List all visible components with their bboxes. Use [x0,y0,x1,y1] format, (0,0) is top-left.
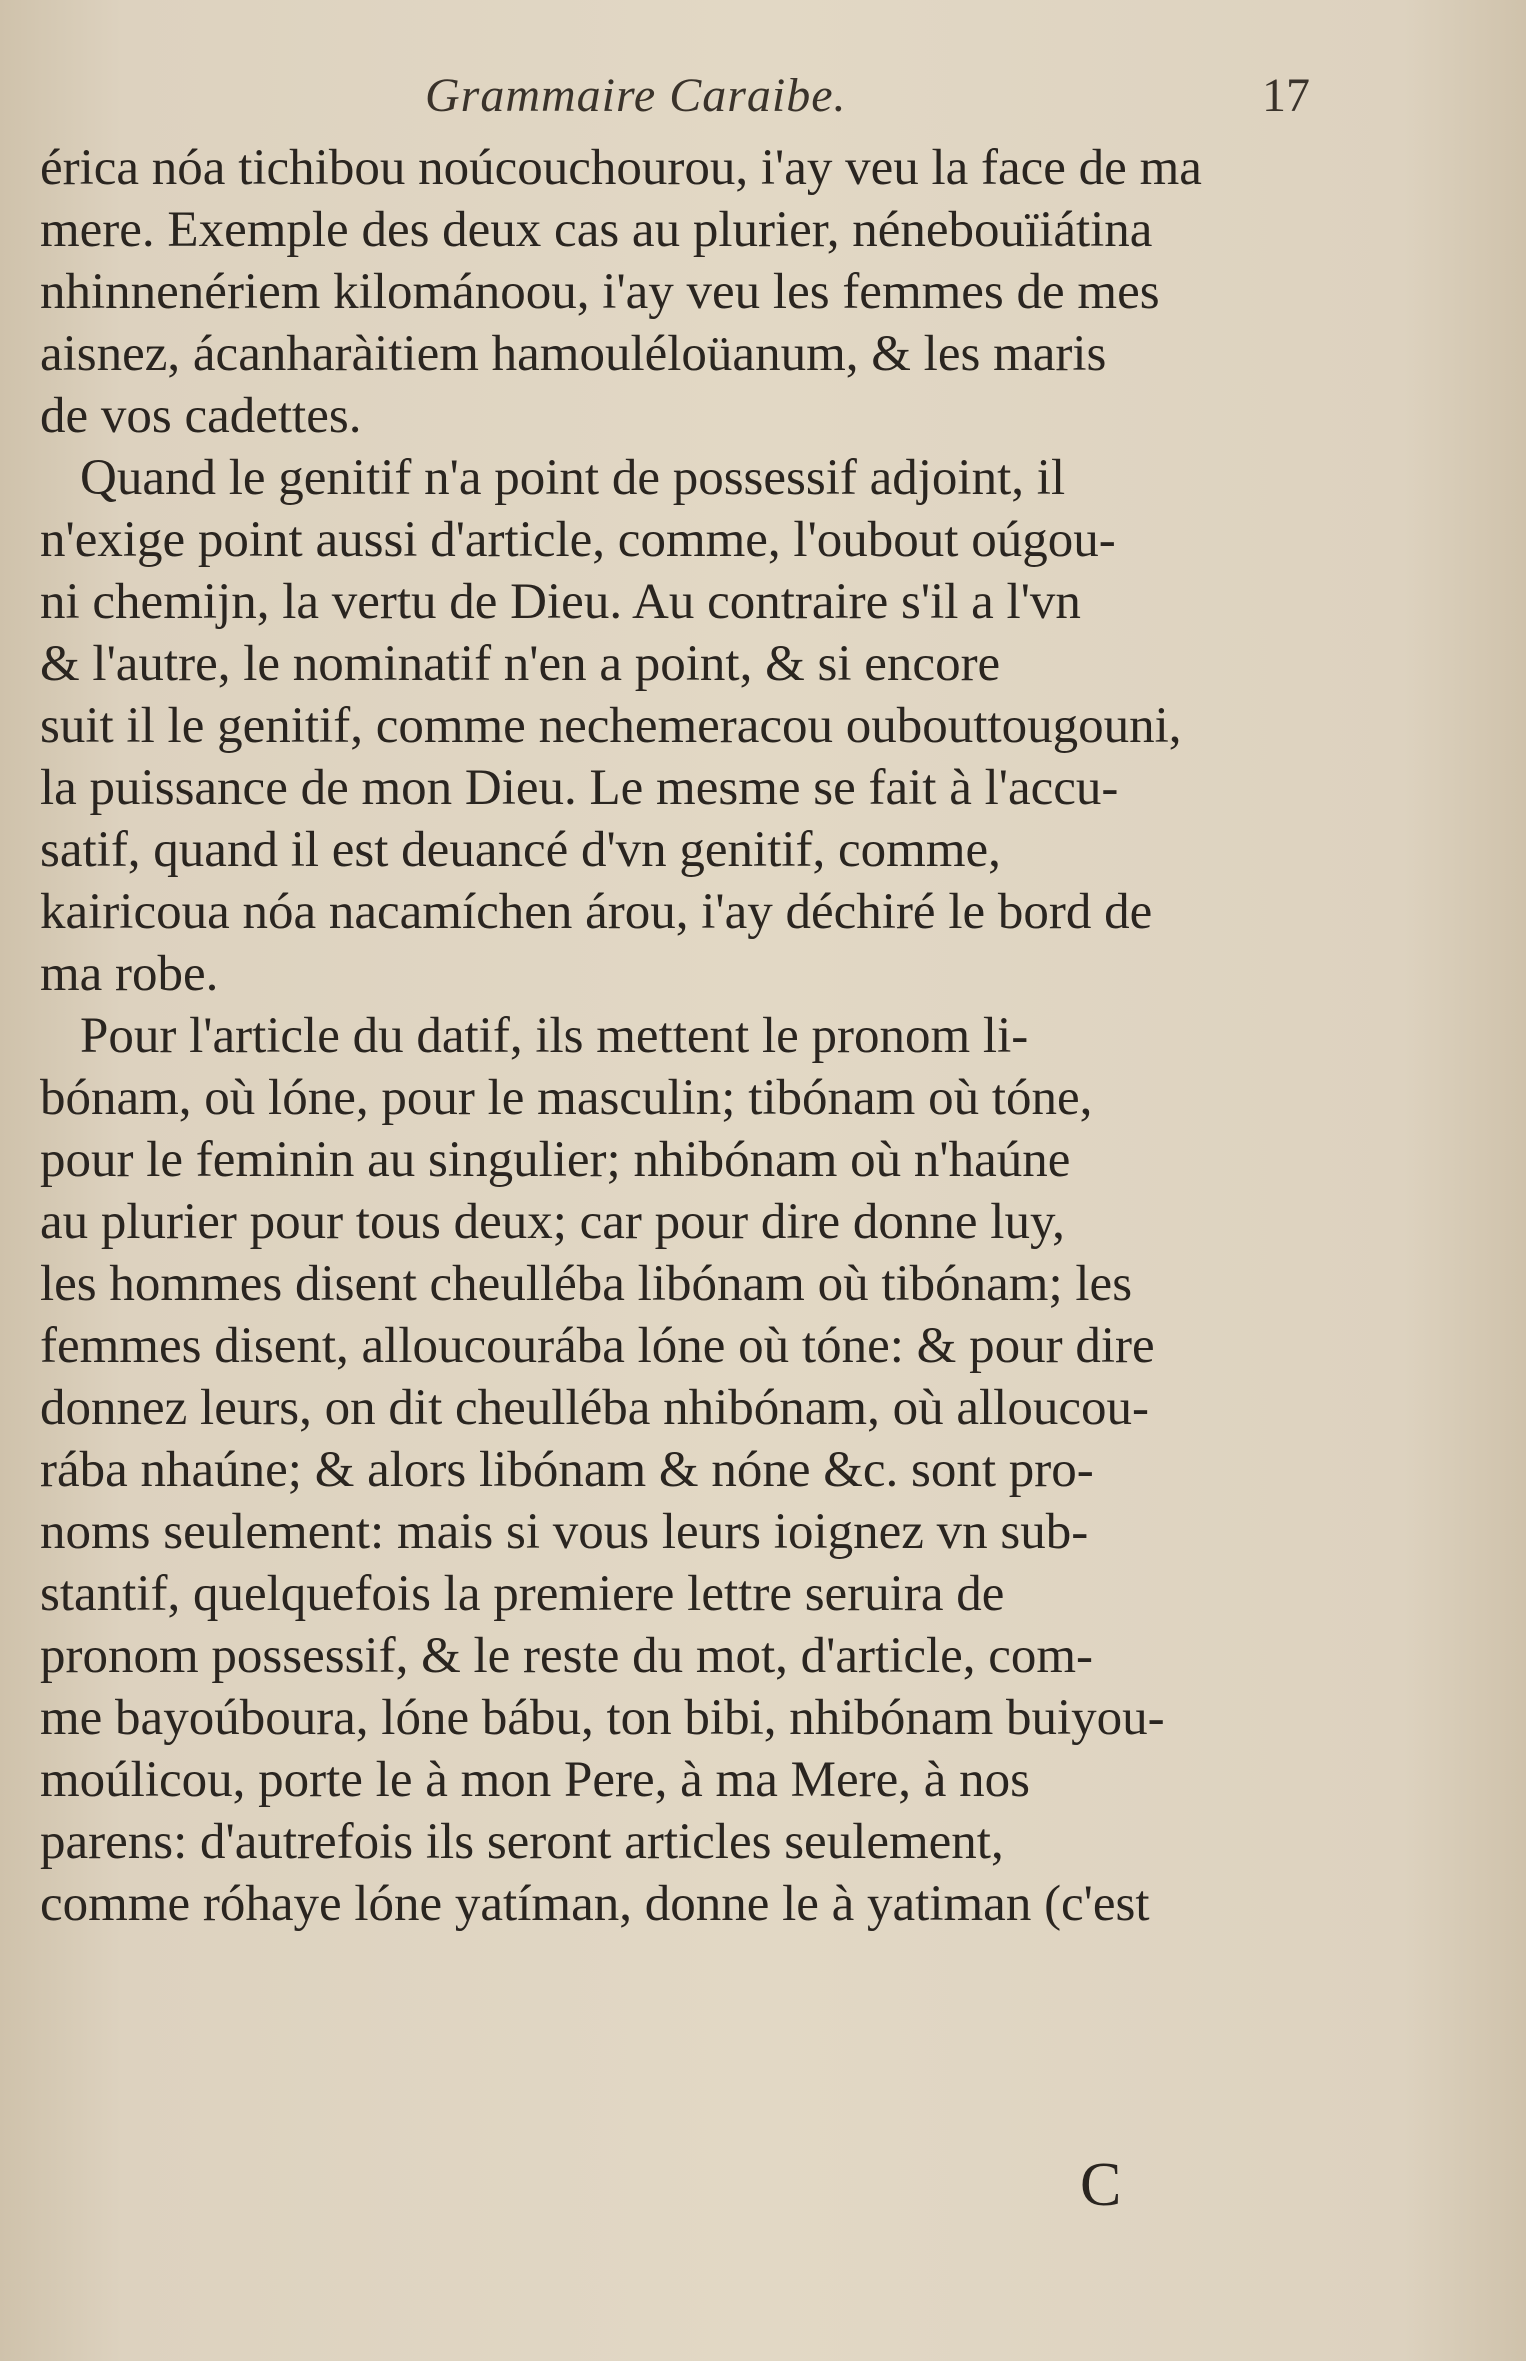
text-line: la puissance de mon Dieu. Le mesme se fait à l'accu- [40,760,1119,816]
text-line: au plurier pour tous deux; car pour dire donne luy, [40,1194,1065,1250]
text-line: les hommes disent cheulléba libónam où tibónam; les [40,1256,1133,1312]
text-line: bónam, où lóne, pour le masculin; tibónam où tóne, [40,1070,1093,1126]
text-line: pour le feminin au singulier; nhibónam où n'haúne [40,1132,1071,1188]
text-line: moúlicou, porte le à mon Pere, à ma Mere, à nos [40,1752,1030,1808]
signature-mark: C [1080,2151,1122,2219]
paragraph-start-line: Pour l'article du datif, ils mettent le pronom li- [80,1008,1029,1064]
text-line: comme róhaye lóne yatíman, donne le à yatiman (c'est [40,1876,1150,1932]
text-line: kairicoua nóa nacamíchen árou, i'ay déchiré le bord de [40,884,1153,940]
text-line: nhinnenériem kilománoou, i'ay veu les femmes de mes [40,264,1160,320]
text-line: aisnez, ácanharàitiem hamouléloüanum, & les maris [40,326,1107,382]
text-line: donnez leurs, on dit cheulléba nhibónam, où alloucou- [40,1380,1149,1436]
page-header [40,68,1310,128]
text-line: de vos cadettes. [40,388,362,444]
text-line: & l'autre, le nominatif n'en a point, & si encore [40,636,1001,692]
text-line: parens: d'autrefois ils seront articles seulement, [40,1814,1004,1870]
text-line: ni chemijn, la vertu de Dieu. Au contraire s'il a l'vn [40,574,1081,630]
text-line: femmes disent, alloucourába lóne où tóne: & pour dire [40,1318,1155,1374]
text-line: satif, quand il est deuancé d'vn genitif, comme, [40,822,1001,878]
text-line: stantif, quelquefois la premiere lettre seruira de [40,1566,1005,1622]
text-line: noms seulement: mais si vous leurs ioignez vn sub- [40,1504,1089,1560]
text-line: rába nhaúne; & alors libónam & nóne &c. sont pro- [40,1442,1094,1498]
text-line: suit il le genitif, comme nechemeracou oubouttougouni, [40,698,1182,754]
running-title: Grammaire Caraibe. [425,69,847,122]
text-line: érica nóa tichibou noúcouchourou, i'ay veu la face de ma [40,140,1202,196]
text-line: n'exige point aussi d'article, comme, l'oubout oúgou- [40,512,1116,568]
paragraph-start-line: Quand le genitif n'a point de possessif adjoint, il [80,450,1066,506]
text-line: ma robe. [40,946,219,1002]
text-line: mere. Exemple des deux cas au plurier, nénebouïiátina [40,202,1153,258]
page-number: 17 [1262,69,1310,122]
text-line: me bayoúboura, lóne bábu, ton bibi, nhibónam buiyou- [40,1690,1165,1746]
text-line: pronom possessif, & le reste du mot, d'article, com- [40,1628,1094,1684]
